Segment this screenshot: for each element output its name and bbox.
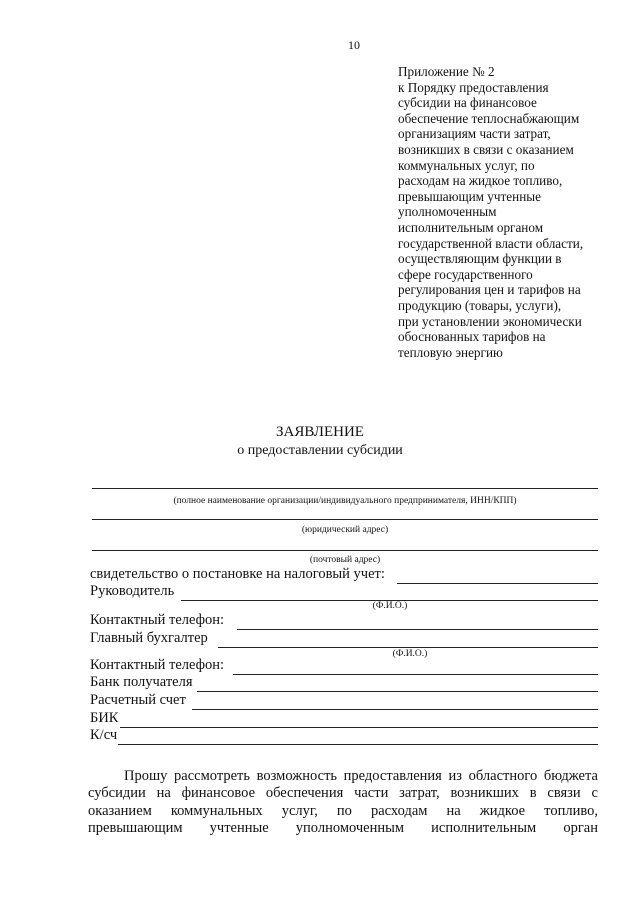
account-label: Расчетный счет (90, 692, 186, 708)
word: орган (563, 820, 598, 837)
postal-address-caption: (почтовый адрес) (309, 555, 381, 565)
tax-certificate-label: свидетельство о постановке на налоговый учет: (90, 566, 385, 582)
word: коммунальных (170, 802, 263, 819)
body-line (88, 820, 598, 837)
appendix-line: расходам на жидкое топливо, (398, 173, 563, 189)
appendix-line: продукцию (товары, услуги), (398, 297, 562, 313)
word: жидкое (479, 802, 526, 819)
word: услуг, (281, 802, 318, 819)
word: по (336, 802, 352, 819)
account-line (192, 709, 598, 710)
word: учтенные (209, 820, 269, 837)
chief-accountant-line (218, 647, 598, 648)
appendix-line: уполномоченным (398, 204, 497, 220)
chief-accountant-fio-caption: (Ф.И.О.) (392, 649, 428, 659)
appendix-line: тепловую энергию (398, 344, 503, 360)
appendix-line: возникших в связи с оказанием (398, 141, 574, 157)
word: рассмотреть (174, 768, 250, 784)
contact-phone-line (233, 674, 598, 675)
word: уполномоченным (295, 820, 405, 837)
document-subtitle: о предоставлении субсидии (237, 443, 403, 458)
body-line (88, 768, 598, 785)
document-title: ЗАЯВЛЕНИЕ (276, 424, 364, 440)
director-label: Руководитель (90, 583, 175, 599)
word: предоставления (343, 768, 442, 784)
appendix-line: обеспечение теплоснабжающим (398, 110, 580, 126)
word: оказанием (88, 802, 152, 819)
body-paragraph (88, 768, 598, 838)
appendix-line: к Порядку предоставления (398, 79, 549, 95)
appendix-line: субсидии на финансовое (398, 95, 537, 111)
body-line (88, 785, 598, 802)
appendix-header (398, 64, 618, 360)
word: с (591, 785, 598, 802)
word: части (354, 785, 389, 802)
word: возникших (450, 785, 519, 802)
page-number: 10 (348, 38, 360, 52)
appendix-line: организациям части затрат, (398, 126, 551, 142)
appendix-line: коммунальных услуг, по (398, 157, 535, 173)
word: возможность (256, 768, 338, 784)
word: на (446, 802, 461, 819)
bik-line (120, 727, 598, 728)
legal-address-caption: (юридический адрес) (301, 525, 389, 535)
word: обеспечения (265, 785, 344, 802)
appendix-line: государственной власти области, (398, 235, 584, 251)
bik-label: БИК (90, 710, 119, 726)
appendix-line: превышающим учтенные (398, 188, 541, 204)
org-name-caption: (полное наименование организации/индивидуального предпринимателя, ИНН/КПП) (173, 496, 517, 506)
appendix-line: при установлении экономически (398, 313, 582, 329)
word: Прошу (124, 768, 168, 784)
word: в (529, 785, 537, 802)
tax-certificate-line (397, 583, 598, 584)
body-line (88, 803, 598, 820)
postal-address-line (92, 550, 598, 551)
word: бюджета (543, 768, 598, 784)
word: из (448, 768, 462, 784)
bank-label: Банк получателя (90, 674, 193, 690)
appendix-line: регулирования цен и тарифов на (398, 282, 581, 298)
contact-phone-line (237, 629, 598, 630)
word: на (156, 785, 171, 802)
word: областного (468, 768, 538, 784)
appendix-line: осуществляющим функции в (398, 251, 562, 267)
word: превышающим (88, 820, 183, 837)
bank-line (197, 691, 598, 692)
contact-phone-label: Контактный телефон: (90, 612, 225, 628)
appendix-line: Приложение № 2 (398, 64, 495, 79)
appendix-line: исполнительным органом (398, 219, 544, 235)
contact-phone-label: Контактный телефон: (90, 657, 225, 673)
director-fio-caption: (Ф.И.О.) (372, 601, 408, 611)
appendix-line: обоснованных тарифов на (398, 329, 546, 345)
appendix-line: сфере государственного (398, 266, 533, 282)
corr-account-label: К/сч (90, 727, 118, 743)
word: топливо, (544, 802, 598, 819)
corr-account-line (118, 744, 598, 745)
org-name-line (92, 488, 598, 489)
word: затрат, (399, 785, 440, 802)
word: связи (547, 785, 581, 802)
word: исполнительным (431, 820, 537, 837)
word: финансовое (181, 785, 256, 802)
legal-address-line (92, 519, 598, 520)
word: расходам (371, 802, 428, 819)
chief-accountant-label: Главный бухгалтер (90, 630, 208, 646)
word: субсидии (88, 785, 146, 802)
